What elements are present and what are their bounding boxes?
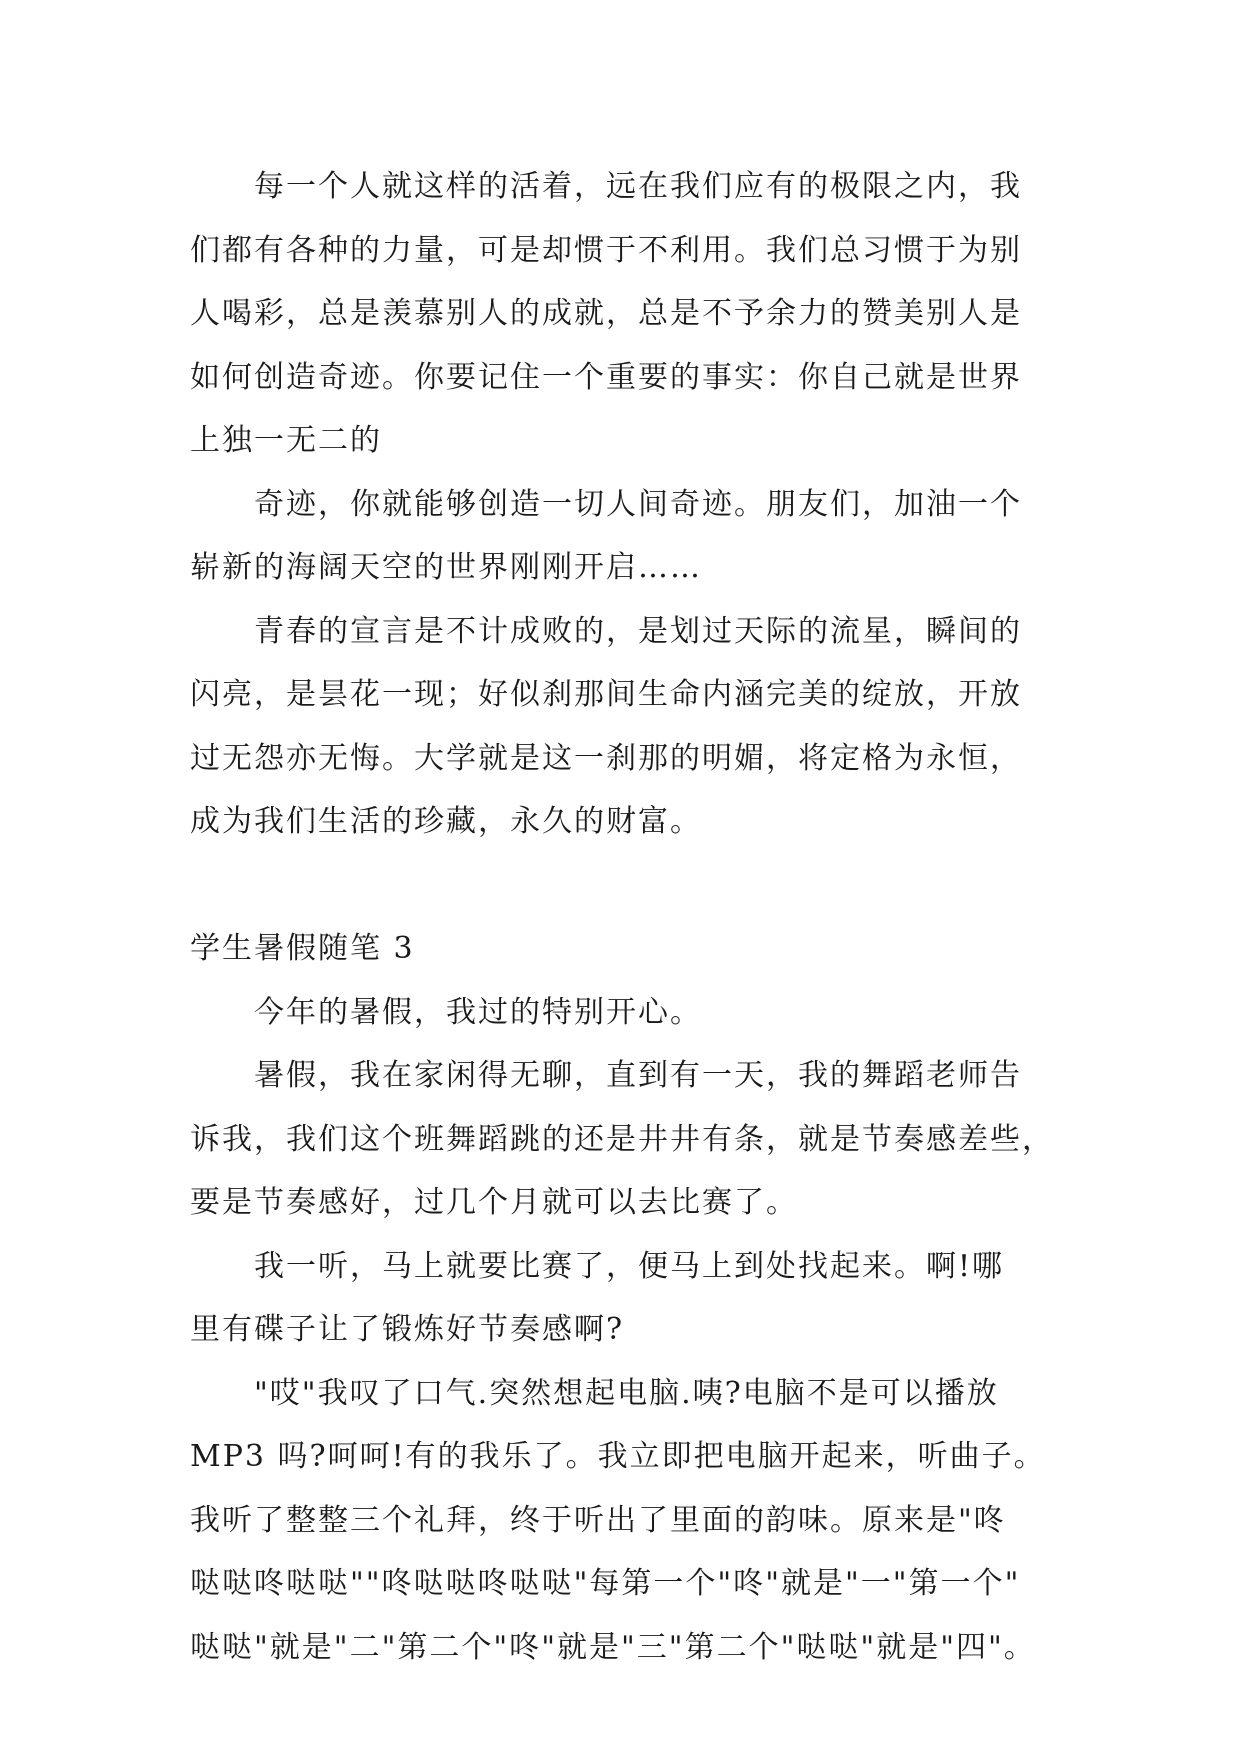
paragraph-line: 今年的暑假，我过的特别开心。 <box>254 994 702 1030</box>
paragraph-line: MP3 吗?呵呵!有的我乐了。我立即把电脑开起来，听曲子。 <box>190 1439 1046 1474</box>
section-spacer <box>190 854 1070 918</box>
document-body <box>190 155 1070 1679</box>
paragraph-line: 暑假，我在家闲得无聊，直到有一天，我的舞蹈老师告 <box>254 1058 1022 1093</box>
paragraph-line: 我一听，马上就要比赛了，便马上到处找起来。啊!哪 <box>254 1248 1005 1284</box>
paragraph-line: 里有碟子让了锻炼好节奏感啊? <box>190 1312 625 1347</box>
paragraph-line: 哒哒"就是"二"第二个"咚"就是"三"第二个"哒哒"就是"四"。 <box>190 1629 1036 1665</box>
paragraph-line: 闪亮，是昙花一现；好似刹那间生命内涵完美的绽放，开放 <box>190 677 1022 712</box>
paragraph-line: 青春的宣言是不计成败的，是划过天际的流星，瞬间的 <box>254 613 1022 649</box>
paragraph-line: 我听了整整三个礼拜，终于听出了里面的韵味。原来是"咚 <box>190 1502 1006 1538</box>
paragraph-line: 每一个人就这样的活着，远在我们应有的极限之内，我 <box>254 169 1022 204</box>
paragraph-line: 们都有各种的力量，可是却惯于不利用。我们总习惯于为别 <box>190 232 1022 268</box>
section-heading: 学生暑假随笔 3 <box>190 931 415 966</box>
paragraph-line: 成为我们生活的珍藏，永久的财富。 <box>190 804 702 839</box>
paragraph-line: 奇迹，你就能够创造一切人间奇迹。朋友们，加油一个 <box>254 486 1022 522</box>
paragraph-line: 过无怨亦无悔。大学就是这一刹那的明媚，将定格为永恒， <box>190 740 1022 776</box>
paragraph-line: 崭新的海阔天空的世界刚刚开启…… <box>190 550 702 585</box>
paragraph-line: 上独一无二的 <box>190 423 382 458</box>
paragraph-line: 诉我，我们这个班舞蹈跳的还是井井有条，就是节奏感差些， <box>190 1121 1054 1157</box>
paragraph-line: "哎"我叹了口气.突然想起电脑.咦?电脑不是可以播放 <box>254 1375 999 1411</box>
paragraph-line: 人喝彩，总是羡慕别人的成就，总是不予余力的赞美别人是 <box>190 296 1022 331</box>
paragraph-line: 要是节奏感好，过几个月就可以去比赛了。 <box>190 1185 798 1220</box>
paragraph-line: 如何创造奇迹。你要记住一个重要的事实：你自己就是世界 <box>190 359 1022 395</box>
paragraph-line: 哒哒咚哒哒""咚哒哒咚哒哒"每第一个"咚"就是"一"第一个" <box>190 1566 1021 1601</box>
